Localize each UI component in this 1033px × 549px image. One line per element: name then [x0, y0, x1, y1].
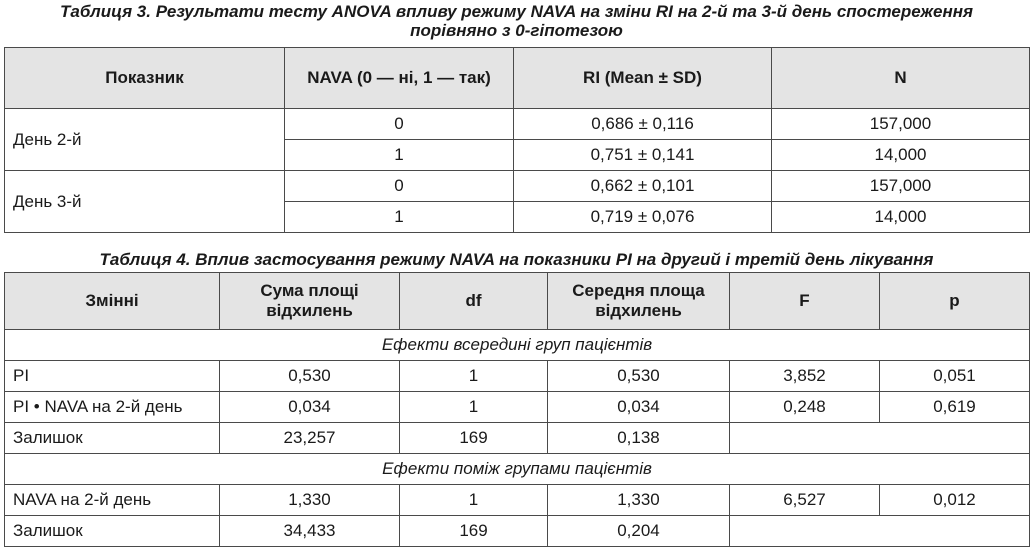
header-nava: NAVA (0 — ні, 1 — так)	[285, 48, 514, 109]
row-label-day2: День 2-й	[5, 109, 285, 171]
anova-pi-table	[4, 272, 1030, 547]
cell-n: 14,000	[772, 202, 1030, 233]
cell-variable: NAVA на 2-й день	[5, 485, 220, 516]
cell-ss: 0,034	[220, 392, 400, 423]
header-mean-square: Середня площа відхилень	[548, 273, 730, 330]
table-row	[5, 392, 1030, 423]
table-row	[5, 485, 1030, 516]
table3-caption	[0, 2, 1033, 40]
section-row-within	[5, 330, 1030, 361]
section-between-groups: Ефекти поміж групами пацієнтів	[5, 454, 1030, 485]
row-label-day3: День 3-й	[5, 171, 285, 233]
header-ri: RI (Mean ± SD)	[514, 48, 772, 109]
cell-variable: Залишок	[5, 423, 220, 454]
cell-nava: 1	[285, 140, 514, 171]
cell-variable: Залишок	[5, 516, 220, 547]
header-sum-squares: Сума площі відхилень	[220, 273, 400, 330]
cell-p: 0,619	[880, 392, 1030, 423]
header-indicator: Показник	[5, 48, 285, 109]
table3-caption-line1: Таблиця 3. Результати тесту ANOVA впливу режиму NAVA на зміни RI на 2-й та 3-й день спостереження	[59, 2, 973, 21]
cell-ss: 1,330	[220, 485, 400, 516]
table-row	[5, 109, 1030, 140]
cell-df: 169	[400, 516, 548, 547]
cell-df: 1	[400, 361, 548, 392]
header-variables: Змінні	[5, 273, 220, 330]
cell-f: 3,852	[730, 361, 880, 392]
cell-ss: 34,433	[220, 516, 400, 547]
cell-n: 157,000	[772, 171, 1030, 202]
table-row	[5, 516, 1030, 547]
cell-ri: 0,751 ± 0,141	[514, 140, 772, 171]
table-row	[5, 171, 1030, 202]
table-row	[5, 423, 1030, 454]
cell-n: 157,000	[772, 109, 1030, 140]
cell-variable: PI	[5, 361, 220, 392]
cell-ms: 1,330	[548, 485, 730, 516]
table3-header-row	[5, 48, 1030, 109]
header-p: p	[880, 273, 1030, 330]
cell-f: 6,527	[730, 485, 880, 516]
table4-caption: Таблиця 4. Вплив застосування режиму NAVA на показники PI на другий і третій день лікування	[99, 250, 934, 269]
cell-nava: 0	[285, 171, 514, 202]
section-row-between	[5, 454, 1030, 485]
cell-ss: 23,257	[220, 423, 400, 454]
anova-ri-table	[4, 47, 1030, 233]
table4-header-row	[5, 273, 1030, 330]
cell-df: 1	[400, 392, 548, 423]
cell-p: 0,012	[880, 485, 1030, 516]
header-df: df	[400, 273, 548, 330]
cell-n: 14,000	[772, 140, 1030, 171]
cell-df: 169	[400, 423, 548, 454]
cell-df: 1	[400, 485, 548, 516]
cell-ss: 0,530	[220, 361, 400, 392]
cell-empty	[730, 423, 1030, 454]
cell-ms: 0,530	[548, 361, 730, 392]
cell-variable: PI • NAVA на 2-й день	[5, 392, 220, 423]
cell-ms: 0,034	[548, 392, 730, 423]
cell-nava: 0	[285, 109, 514, 140]
cell-ms: 0,204	[548, 516, 730, 547]
table3-caption-line2: порівняно з 0-гіпотезою	[410, 21, 623, 40]
section-within-groups: Ефекти всередині груп пацієнтів	[5, 330, 1030, 361]
cell-p: 0,051	[880, 361, 1030, 392]
cell-ri: 0,662 ± 0,101	[514, 171, 772, 202]
header-n: N	[772, 48, 1030, 109]
cell-ms: 0,138	[548, 423, 730, 454]
table-row	[5, 361, 1030, 392]
cell-ri: 0,719 ± 0,076	[514, 202, 772, 233]
cell-f: 0,248	[730, 392, 880, 423]
header-f: F	[730, 273, 880, 330]
cell-empty	[730, 516, 1030, 547]
cell-nava: 1	[285, 202, 514, 233]
cell-ri: 0,686 ± 0,116	[514, 109, 772, 140]
